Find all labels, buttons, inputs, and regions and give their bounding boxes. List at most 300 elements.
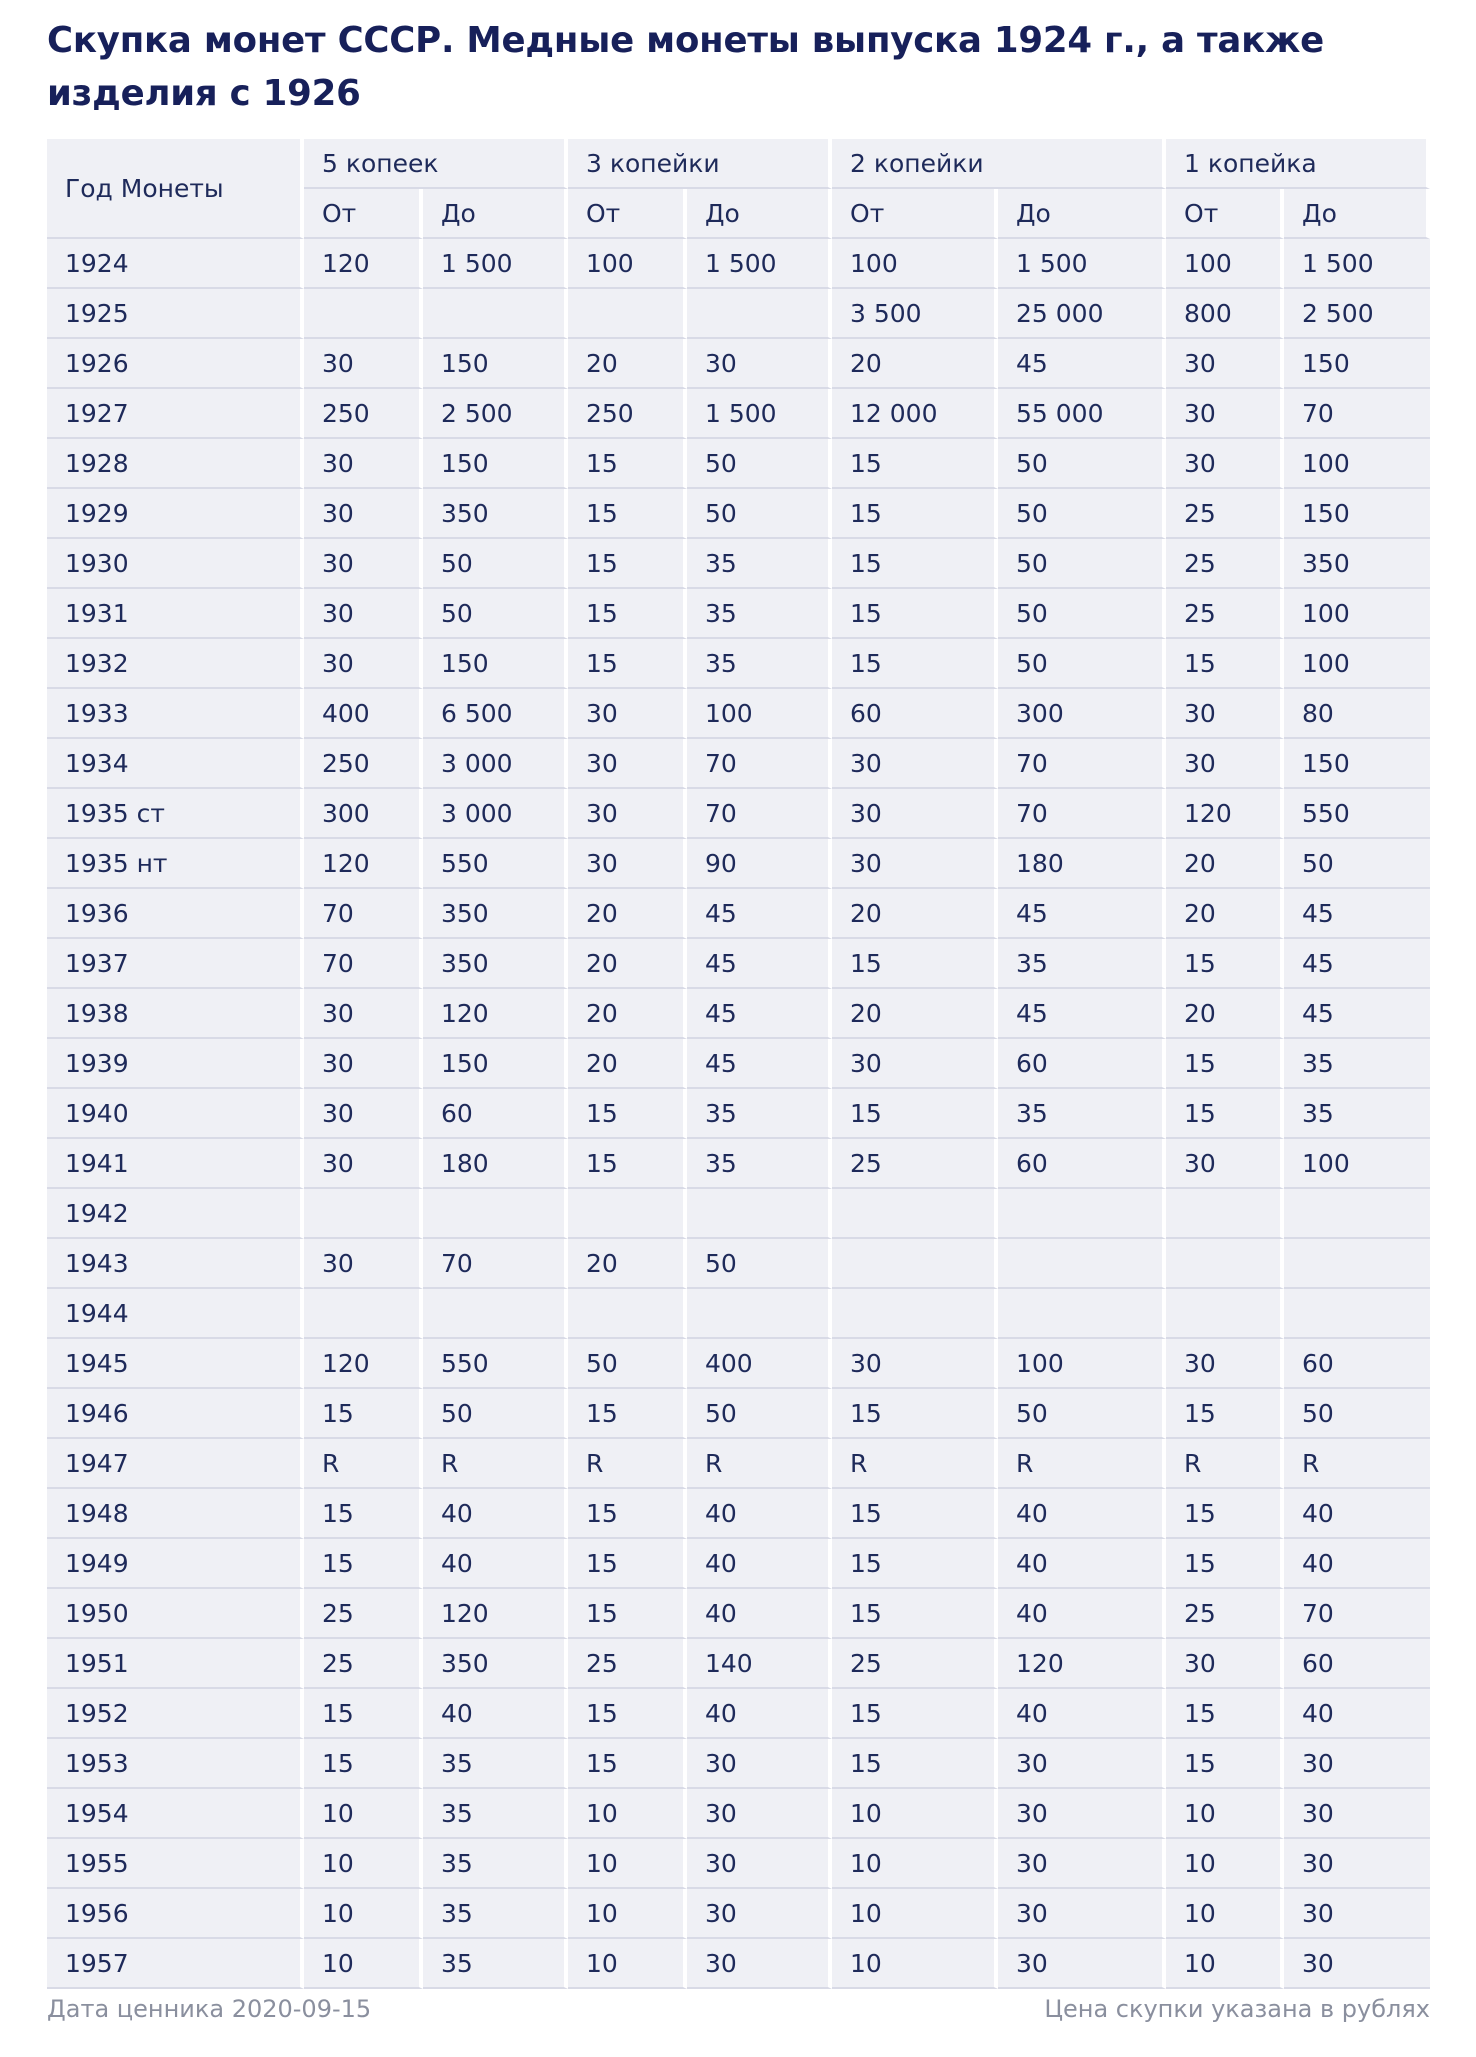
year-cell: 1937	[47, 939, 304, 989]
price-to-cell: 150	[1284, 489, 1430, 539]
price-from-cell	[832, 1289, 998, 1339]
table-row	[47, 1889, 1430, 1939]
price-to-cell: 50	[423, 589, 568, 639]
price-to-cell: 3 000	[423, 789, 568, 839]
price-to-cell: 150	[423, 639, 568, 689]
price-to-cell: 45	[998, 989, 1166, 1039]
table-row	[47, 1189, 1430, 1239]
price-from-cell: 10	[832, 1939, 998, 1989]
group-header-5-kopeks: 5 копеек	[304, 139, 568, 189]
price-from-cell: 15	[568, 1139, 687, 1189]
price-from-cell	[1166, 1289, 1284, 1339]
price-from-cell: 15	[1166, 1389, 1284, 1439]
price-from-cell: 30	[304, 489, 423, 539]
table-row	[47, 1939, 1430, 1989]
price-from-cell	[304, 289, 423, 339]
price-to-cell: 30	[998, 1789, 1166, 1839]
year-cell: 1952	[47, 1689, 304, 1739]
price-from-cell: 100	[568, 239, 687, 289]
price-from-cell: 120	[1166, 789, 1284, 839]
price-from-cell	[304, 1289, 423, 1339]
price-to-cell: 70	[423, 1239, 568, 1289]
price-from-cell: 25	[1166, 539, 1284, 589]
price-to-cell: 100	[1284, 1139, 1430, 1189]
price-from-cell	[832, 1239, 998, 1289]
year-cell: 1943	[47, 1239, 304, 1289]
price-to-cell: 150	[423, 1039, 568, 1089]
price-from-cell: 100	[1166, 239, 1284, 289]
price-to-cell: 70	[1284, 1589, 1430, 1639]
price-to-cell: 45	[687, 1039, 832, 1089]
price-from-cell: 30	[832, 1339, 998, 1389]
price-from-cell: 15	[568, 1689, 687, 1739]
price-to-cell: 100	[1284, 639, 1430, 689]
table-row	[47, 1439, 1430, 1489]
table-row	[47, 789, 1430, 839]
price-to-cell: 60	[1284, 1639, 1430, 1689]
price-to-cell: 40	[998, 1489, 1166, 1539]
price-to-cell: 45	[687, 939, 832, 989]
price-from-cell: 15	[832, 1089, 998, 1139]
price-from-cell: 25	[304, 1639, 423, 1689]
table-row	[47, 1689, 1430, 1739]
table-header-row	[47, 139, 1430, 189]
price-from-cell	[832, 1189, 998, 1239]
price-to-cell: 70	[687, 739, 832, 789]
table-row	[47, 1239, 1430, 1289]
year-cell: 1954	[47, 1789, 304, 1839]
from-header: От	[1166, 189, 1284, 239]
price-to-cell: 35	[998, 1089, 1166, 1139]
price-from-cell: 12 000	[832, 389, 998, 439]
price-to-cell: 30	[998, 1739, 1166, 1789]
price-from-cell: 100	[832, 239, 998, 289]
price-to-cell: 35	[423, 1789, 568, 1839]
price-to-cell: 35	[1284, 1039, 1430, 1089]
price-from-cell: 15	[568, 1489, 687, 1539]
price-to-cell: 30	[687, 1789, 832, 1839]
table-row	[47, 289, 1430, 339]
price-from-cell: 25	[1166, 489, 1284, 539]
price-from-cell: 15	[304, 1489, 423, 1539]
year-cell: 1940	[47, 1089, 304, 1139]
price-to-cell	[998, 1189, 1166, 1239]
table-row	[47, 639, 1430, 689]
price-to-cell: 40	[423, 1689, 568, 1739]
price-from-cell: 250	[568, 389, 687, 439]
price-from-cell: 30	[304, 989, 423, 1039]
year-cell: 1935 нт	[47, 839, 304, 889]
price-from-cell: 15	[1166, 1039, 1284, 1089]
table-body	[47, 239, 1430, 1989]
price-to-cell: 6 500	[423, 689, 568, 739]
price-from-cell: 15	[1166, 639, 1284, 689]
price-from-cell: 20	[568, 889, 687, 939]
price-to-cell	[423, 1189, 568, 1239]
price-to-cell: 3 000	[423, 739, 568, 789]
price-to-cell: 2 500	[1284, 289, 1430, 339]
price-from-cell: 30	[304, 1139, 423, 1189]
price-from-cell: 300	[304, 789, 423, 839]
price-to-cell: 150	[423, 439, 568, 489]
price-to-cell: 30	[687, 1939, 832, 1989]
price-to-cell: 40	[423, 1489, 568, 1539]
price-to-cell	[687, 1189, 832, 1239]
price-from-cell: 250	[304, 389, 423, 439]
year-column-header: Год Монеты	[47, 139, 304, 239]
price-from-cell: 15	[1166, 939, 1284, 989]
price-from-cell: 400	[304, 689, 423, 739]
table-row	[47, 539, 1430, 589]
price-to-cell: 350	[423, 1639, 568, 1689]
price-to-cell: 350	[423, 889, 568, 939]
price-from-cell: 20	[568, 1039, 687, 1089]
price-from-cell: 10	[1166, 1889, 1284, 1939]
from-header: От	[568, 189, 687, 239]
price-from-cell: 30	[568, 689, 687, 739]
coin-price-table	[47, 139, 1430, 1989]
price-from-cell: 120	[304, 839, 423, 889]
price-from-cell: 10	[832, 1889, 998, 1939]
price-from-cell: 15	[832, 589, 998, 639]
price-to-cell: 35	[687, 1139, 832, 1189]
price-from-cell: 15	[832, 539, 998, 589]
price-to-cell: 140	[687, 1639, 832, 1689]
price-to-cell: 60	[1284, 1339, 1430, 1389]
price-to-cell: 1 500	[998, 239, 1166, 289]
price-from-cell	[1166, 1189, 1284, 1239]
price-from-cell: 10	[304, 1889, 423, 1939]
price-from-cell: 15	[832, 1589, 998, 1639]
price-from-cell: 15	[568, 439, 687, 489]
year-cell: 1935 ст	[47, 789, 304, 839]
price-from-cell: 15	[1166, 1489, 1284, 1539]
year-cell: 1950	[47, 1589, 304, 1639]
group-header-3-kopeks: 3 копейки	[568, 139, 832, 189]
table-row	[47, 689, 1430, 739]
price-to-cell: 35	[687, 539, 832, 589]
to-header: До	[687, 189, 832, 239]
price-from-cell: 15	[832, 1739, 998, 1789]
price-to-cell	[998, 1289, 1166, 1339]
year-cell: 1929	[47, 489, 304, 539]
price-from-cell: 30	[832, 1039, 998, 1089]
price-to-cell: 550	[1284, 789, 1430, 839]
table-row	[47, 839, 1430, 889]
to-header: До	[998, 189, 1166, 239]
price-to-cell: 400	[687, 1339, 832, 1389]
price-to-cell: 35	[687, 1089, 832, 1139]
year-cell: 1944	[47, 1289, 304, 1339]
year-cell: 1951	[47, 1639, 304, 1689]
price-to-cell: 60	[423, 1089, 568, 1139]
table-row	[47, 939, 1430, 989]
price-from-cell: 25	[1166, 589, 1284, 639]
year-cell: 1942	[47, 1189, 304, 1239]
to-header: До	[423, 189, 568, 239]
price-from-cell: 30	[832, 739, 998, 789]
price-to-cell: 30	[687, 1889, 832, 1939]
price-from-cell: 70	[304, 939, 423, 989]
price-from-cell: R	[304, 1439, 423, 1489]
price-to-cell	[1284, 1239, 1430, 1289]
price-from-cell: 30	[568, 789, 687, 839]
table-row	[47, 1789, 1430, 1839]
price-from-cell: 15	[832, 1489, 998, 1539]
year-cell: 1945	[47, 1339, 304, 1389]
year-cell: 1933	[47, 689, 304, 739]
price-from-cell: 15	[1166, 1739, 1284, 1789]
price-to-cell: 30	[1284, 1889, 1430, 1939]
price-from-cell: 10	[1166, 1789, 1284, 1839]
price-to-cell: 45	[998, 889, 1166, 939]
price-from-cell: 20	[832, 889, 998, 939]
price-from-cell: 800	[1166, 289, 1284, 339]
price-to-cell: 30	[998, 1939, 1166, 1989]
year-cell: 1939	[47, 1039, 304, 1089]
price-to-cell: 35	[423, 1739, 568, 1789]
price-from-cell: R	[568, 1439, 687, 1489]
table-row	[47, 889, 1430, 939]
price-to-cell: 40	[687, 1589, 832, 1639]
price-to-cell: 25 000	[998, 289, 1166, 339]
price-to-cell	[998, 1239, 1166, 1289]
price-from-cell: 10	[304, 1789, 423, 1839]
group-header-2-kopeks: 2 копейки	[832, 139, 1166, 189]
price-to-cell: 50	[423, 539, 568, 589]
price-to-cell: 50	[687, 439, 832, 489]
price-from-cell: 15	[568, 539, 687, 589]
price-date: Дата ценника 2020-09-15	[47, 1995, 372, 2023]
price-to-cell: 40	[1284, 1689, 1430, 1739]
price-to-cell: 90	[687, 839, 832, 889]
price-from-cell: 30	[832, 839, 998, 889]
table-row	[47, 739, 1430, 789]
price-from-cell: 20	[1166, 889, 1284, 939]
price-to-cell: 80	[1284, 689, 1430, 739]
price-from-cell: 25	[1166, 1589, 1284, 1639]
price-from-cell	[304, 1189, 423, 1239]
price-from-cell: 15	[832, 1389, 998, 1439]
price-from-cell: 10	[1166, 1939, 1284, 1989]
price-to-cell: 40	[1284, 1539, 1430, 1589]
price-to-cell: 180	[423, 1139, 568, 1189]
price-to-cell: 45	[687, 989, 832, 1039]
price-from-cell: 30	[304, 589, 423, 639]
price-to-cell: 40	[687, 1689, 832, 1739]
price-from-cell	[568, 1189, 687, 1239]
price-from-cell: 120	[304, 239, 423, 289]
price-from-cell: 15	[568, 589, 687, 639]
table-row	[47, 339, 1430, 389]
price-to-cell: 70	[998, 739, 1166, 789]
price-to-cell: 40	[998, 1539, 1166, 1589]
price-from-cell: 15	[832, 439, 998, 489]
price-to-cell: R	[687, 1439, 832, 1489]
price-from-cell: 15	[832, 639, 998, 689]
price-to-cell: 350	[423, 489, 568, 539]
price-to-cell: 30	[1284, 1789, 1430, 1839]
year-cell: 1930	[47, 539, 304, 589]
price-from-cell: 25	[568, 1639, 687, 1689]
table-row	[47, 1039, 1430, 1089]
price-to-cell	[687, 1289, 832, 1339]
price-from-cell	[1166, 1239, 1284, 1289]
price-to-cell: 2 500	[423, 389, 568, 439]
year-cell: 1953	[47, 1739, 304, 1789]
table-row	[47, 439, 1430, 489]
price-from-cell: 10	[832, 1789, 998, 1839]
table-row	[47, 1739, 1430, 1789]
year-cell: 1936	[47, 889, 304, 939]
price-to-cell: 35	[423, 1939, 568, 1989]
price-from-cell: 25	[832, 1139, 998, 1189]
table-row	[47, 1839, 1430, 1889]
price-to-cell: 50	[998, 639, 1166, 689]
price-to-cell	[1284, 1189, 1430, 1239]
price-to-cell: 30	[687, 339, 832, 389]
price-to-cell: 150	[1284, 739, 1430, 789]
table-row	[47, 489, 1430, 539]
price-to-cell: 30	[687, 1739, 832, 1789]
year-cell: 1926	[47, 339, 304, 389]
price-to-cell: 50	[998, 439, 1166, 489]
price-to-cell: R	[423, 1439, 568, 1489]
group-header-1-kopek: 1 копейка	[1166, 139, 1430, 189]
year-cell: 1925	[47, 289, 304, 339]
table-row	[47, 1539, 1430, 1589]
price-to-cell: 50	[1284, 1389, 1430, 1439]
price-to-cell: 35	[423, 1839, 568, 1889]
from-header: От	[832, 189, 998, 239]
price-from-cell: 10	[1166, 1839, 1284, 1889]
price-from-cell: 15	[568, 1389, 687, 1439]
table-row	[47, 1289, 1430, 1339]
price-to-cell: 45	[1284, 889, 1430, 939]
year-cell: 1948	[47, 1489, 304, 1539]
year-cell: 1957	[47, 1939, 304, 1989]
table-row	[47, 389, 1430, 439]
price-to-cell: 40	[687, 1489, 832, 1539]
price-to-cell: 35	[998, 939, 1166, 989]
price-from-cell: 30	[1166, 689, 1284, 739]
price-from-cell: 3 500	[832, 289, 998, 339]
price-from-cell: 15	[568, 639, 687, 689]
table-row	[47, 1139, 1430, 1189]
page-title: Скупка монет СССР. Медные монеты выпуска 1924 г., а также изделия с 1926	[47, 20, 1325, 114]
price-from-cell: 15	[568, 1089, 687, 1139]
price-from-cell: 15	[304, 1689, 423, 1739]
price-to-cell: 350	[423, 939, 568, 989]
year-cell: 1938	[47, 989, 304, 1039]
price-from-cell: 30	[304, 439, 423, 489]
price-to-cell: 60	[998, 1039, 1166, 1089]
price-from-cell: 10	[832, 1839, 998, 1889]
year-cell: 1949	[47, 1539, 304, 1589]
price-to-cell	[423, 1289, 568, 1339]
price-to-cell: 50	[687, 489, 832, 539]
price-from-cell: 60	[832, 689, 998, 739]
price-from-cell: 30	[1166, 739, 1284, 789]
price-from-cell: 20	[1166, 989, 1284, 1039]
price-to-cell: 50	[423, 1389, 568, 1439]
price-from-cell: 30	[304, 339, 423, 389]
price-from-cell: 20	[832, 339, 998, 389]
year-cell: 1947	[47, 1439, 304, 1489]
price-to-cell: 100	[687, 689, 832, 739]
price-from-cell: 30	[304, 1089, 423, 1139]
price-to-cell: 30	[998, 1889, 1166, 1939]
table-row	[47, 239, 1430, 289]
price-to-cell: 40	[998, 1589, 1166, 1639]
price-to-cell: 40	[998, 1689, 1166, 1739]
price-to-cell: 30	[687, 1839, 832, 1889]
currency-note: Цена скупки указана в рублях	[1044, 1995, 1430, 2023]
price-from-cell: 20	[568, 989, 687, 1039]
price-to-cell: 30	[1284, 1839, 1430, 1889]
price-to-cell: 55 000	[998, 389, 1166, 439]
price-from-cell: 15	[832, 489, 998, 539]
price-from-cell: 250	[304, 739, 423, 789]
price-to-cell: 150	[1284, 339, 1430, 389]
price-to-cell: 1 500	[687, 389, 832, 439]
price-to-cell: 1 500	[687, 239, 832, 289]
price-from-cell: 50	[568, 1339, 687, 1389]
price-to-cell: 40	[687, 1539, 832, 1589]
price-to-cell: 35	[687, 639, 832, 689]
price-from-cell: 10	[568, 1939, 687, 1989]
year-cell: 1955	[47, 1839, 304, 1889]
price-to-cell: 50	[1284, 839, 1430, 889]
year-cell: 1932	[47, 639, 304, 689]
price-from-cell: 25	[832, 1639, 998, 1689]
price-to-cell: 45	[687, 889, 832, 939]
price-to-cell: 60	[998, 1139, 1166, 1189]
price-from-cell: 30	[304, 639, 423, 689]
price-to-cell: 550	[423, 839, 568, 889]
price-to-cell: 120	[423, 1589, 568, 1639]
price-to-cell: 50	[998, 489, 1166, 539]
price-to-cell: 70	[1284, 389, 1430, 439]
price-from-cell: 30	[304, 1239, 423, 1289]
price-from-cell: 10	[568, 1889, 687, 1939]
table-row	[47, 1089, 1430, 1139]
table-row	[47, 1339, 1430, 1389]
price-from-cell: 10	[568, 1789, 687, 1839]
price-to-cell: 50	[998, 539, 1166, 589]
price-from-cell: 20	[1166, 839, 1284, 889]
table-row	[47, 1639, 1430, 1689]
price-to-cell	[1284, 1289, 1430, 1339]
price-to-cell: 45	[1284, 989, 1430, 1039]
year-cell: 1928	[47, 439, 304, 489]
price-from-cell: R	[1166, 1439, 1284, 1489]
year-cell: 1927	[47, 389, 304, 439]
price-from-cell: 30	[1166, 389, 1284, 439]
price-to-cell: R	[1284, 1439, 1430, 1489]
price-to-cell	[423, 289, 568, 339]
price-from-cell: 15	[304, 1389, 423, 1439]
price-from-cell: 15	[304, 1739, 423, 1789]
price-from-cell: 70	[304, 889, 423, 939]
price-to-cell: 150	[423, 339, 568, 389]
price-from-cell: 20	[568, 339, 687, 389]
price-to-cell: 30	[1284, 1739, 1430, 1789]
price-from-cell: 30	[1166, 1639, 1284, 1689]
price-to-cell: 1 500	[1284, 239, 1430, 289]
year-cell: 1924	[47, 239, 304, 289]
year-cell: 1956	[47, 1889, 304, 1939]
